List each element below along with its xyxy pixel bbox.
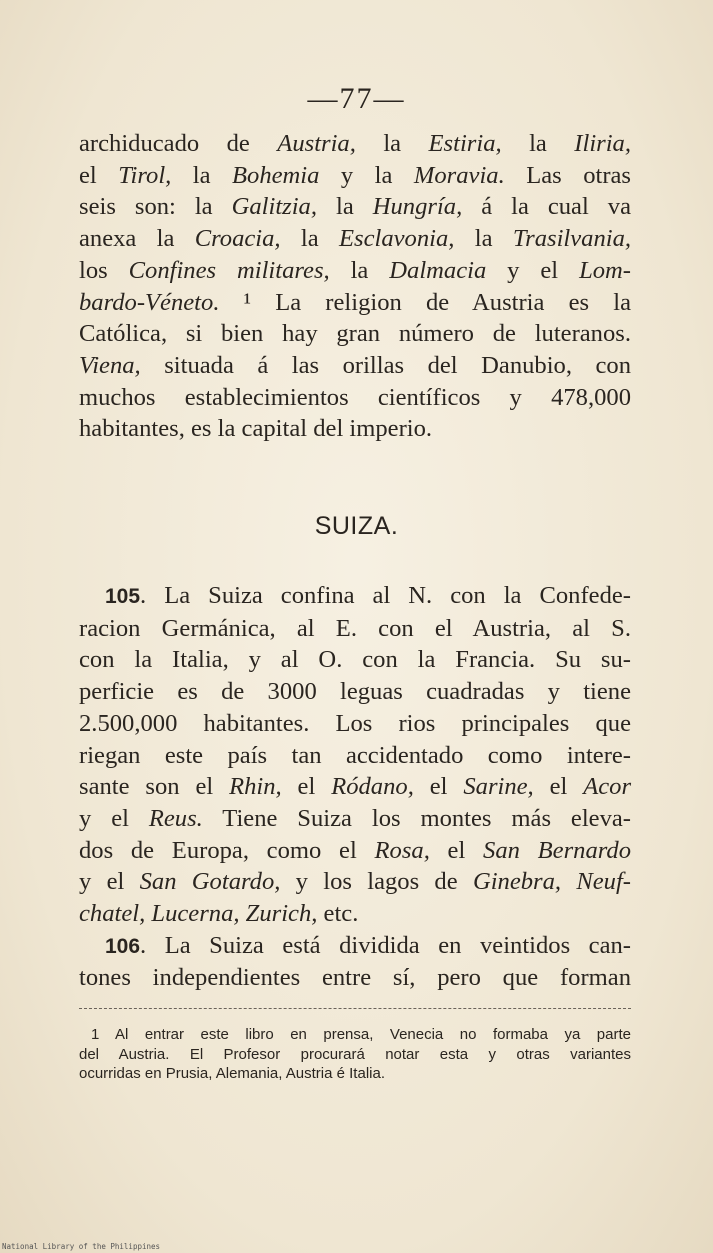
italic-term: Moravia.: [413, 161, 505, 189]
text-line: muchos establecimientos científicos y 478,000: [79, 383, 631, 411]
text-line: 106. La Suiza está dividida en veintidos can-: [105, 931, 631, 959]
text-line: el Tirol, la Bohemia y la Moravia. Las otras: [79, 161, 631, 189]
text-line: 1 Al entrar este libro en prensa, Venecia no formaba ya parte: [91, 1026, 631, 1043]
text-line: tones independientes entre sí, pero que forman: [79, 964, 631, 992]
text-line: con la Italia, y al O. con la Francia. Su su-: [79, 646, 631, 674]
italic-term: Austria,: [277, 130, 356, 157]
text-line: bardo-Véneto. ¹ La religion de Austria es la: [79, 288, 631, 316]
italic-term: Rhin,: [229, 773, 282, 801]
paragraph-suiza: [79, 580, 631, 994]
italic-term: Reus.: [148, 804, 203, 832]
italic-term: Esclavonia,: [338, 225, 455, 253]
text-line: sante son el Rhin, el Ródano, el Sarine, el Acor: [79, 773, 632, 801]
text-line: y el Reus. Tiene Suiza los montes más eleva-: [79, 804, 631, 832]
section-heading-suiza: SUIZA.: [314, 512, 399, 540]
paragraph-105: [79, 580, 631, 930]
italic-term: Estiria,: [428, 130, 502, 157]
text-line: racion Germánica, al E. con el Austria, al S.: [79, 614, 631, 642]
text-line: 2.500,000 habitantes. Los rios principales que: [79, 709, 631, 737]
italic-term: chatel, Lucerna, Zurich,: [79, 900, 318, 928]
text-line: anexa la Croacia, la Esclavonia, la Trasilvania,: [79, 225, 632, 253]
italic-term: Croacia,: [194, 225, 281, 253]
text-line: Católica, si bien hay gran número de luteranos.: [79, 320, 631, 348]
text-line: 105. La Suiza confina al N. con la Confede-: [105, 582, 631, 609]
paragraph-austria: [79, 128, 631, 445]
italic-term: Acor: [583, 773, 632, 801]
italic-term: Trasilvania,: [512, 225, 632, 253]
paragraph-106: [79, 930, 631, 994]
text-line: habitantes, es la capital del imperio.: [79, 415, 433, 443]
italic-term: Dalmacia: [389, 256, 487, 284]
italic-term: Viena,: [79, 351, 141, 379]
italic-term: Tirol,: [118, 161, 172, 189]
italic-term: Lom-: [579, 256, 631, 284]
text-line: chatel, Lucerna, Zurich, etc.: [79, 900, 359, 928]
text-line: ocurridas en Prusia, Alemania, Austria é Italia.: [79, 1065, 385, 1082]
italic-term: San Bernardo: [483, 836, 631, 864]
page-number: —77—: [307, 82, 406, 115]
paragraph-number: 106: [105, 934, 141, 958]
text-line: seis son: la Galitzia, la Hungría, á la cual va: [79, 193, 632, 221]
text-line: los Confines militares, la Dalmacia y el Lom-: [79, 256, 631, 284]
italic-term: Galitzia,: [231, 193, 317, 221]
italic-term: Iliria,: [574, 130, 632, 157]
italic-term: Bohemia: [232, 161, 320, 189]
footnote-text: [79, 1025, 631, 1084]
text-line: Viena, situada á las orillas del Danubio, con: [79, 351, 631, 379]
footnote-divider: [79, 1008, 631, 1009]
text-line: del Austria. El Profesor procurará notar esta y otras variantes: [79, 1045, 631, 1063]
italic-term: San Gotardo,: [139, 868, 281, 896]
text-line: y el San Gotardo, y los lagos de Ginebra, Neuf-: [79, 868, 631, 896]
paragraph-number: 105: [105, 585, 141, 608]
italic-term: bardo-Véneto.: [79, 288, 220, 316]
text-line: perficie es de 3000 leguas cuadradas y tiene: [79, 678, 631, 706]
text-line: riegan este país tan accidentado como intere-: [79, 741, 631, 769]
italic-term: Confines militares,: [128, 256, 330, 284]
paragraph-austria-text: [79, 128, 631, 445]
italic-term: Sarine,: [463, 773, 534, 801]
footer-credit: National Library of the Philippines: [2, 1242, 161, 1251]
italic-term: Hungría,: [372, 193, 463, 221]
text-line: archiducado de Austria, la Estiria, la Iliria,: [79, 130, 632, 157]
italic-term: Ginebra, Neuf-: [472, 868, 631, 896]
footnote: [79, 1025, 631, 1084]
italic-term: Rosa,: [374, 836, 430, 864]
text-line: dos de Europa, como el Rosa, el San Bernardo: [79, 836, 631, 864]
italic-term: Ródano,: [331, 773, 414, 801]
